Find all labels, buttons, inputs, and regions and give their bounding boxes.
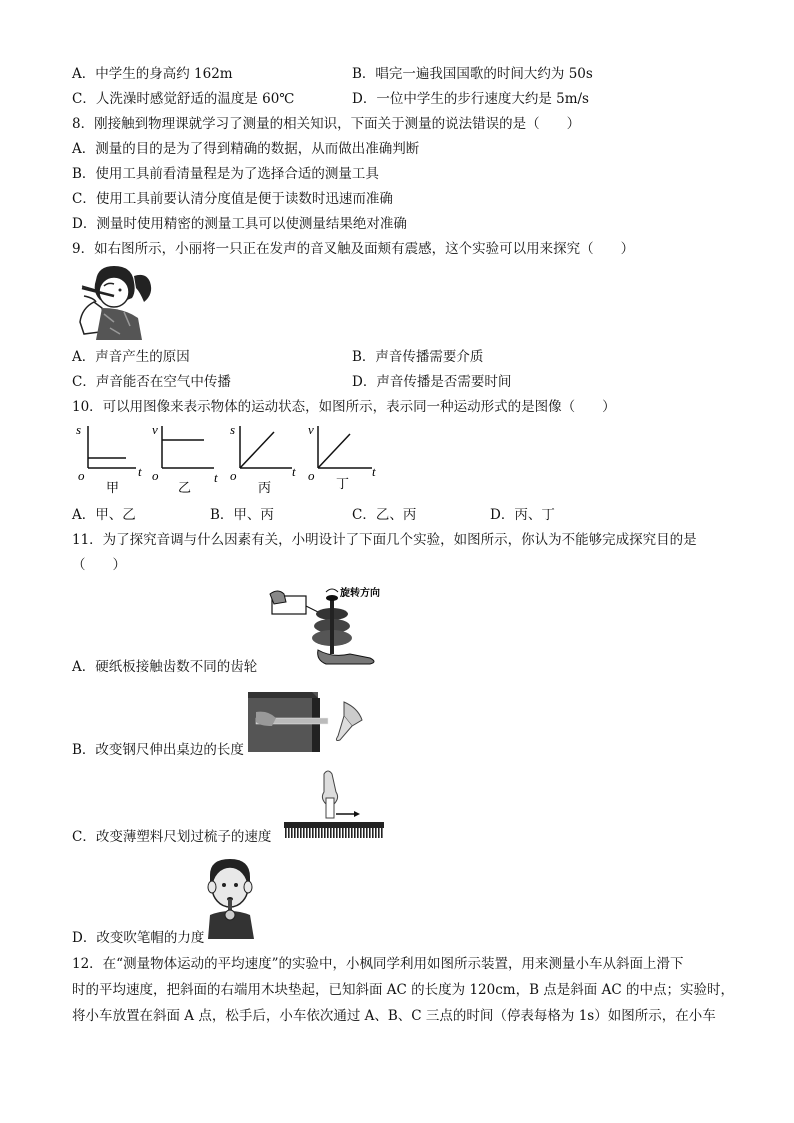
graph-bing-ylabel: s (230, 422, 236, 437)
boy-pen-cap-figure (200, 855, 262, 939)
ruler-table-figure (248, 692, 372, 752)
motion-graphs-figure (74, 420, 384, 500)
graph-yi-xlabel: t (214, 470, 218, 485)
graph-jia (76, 422, 142, 495)
q7-option-c: C．人洗澡时感觉舒适的温度是 60℃ (72, 91, 295, 107)
graph-yi (152, 422, 218, 495)
graph-ding-name: 丁 (336, 476, 350, 491)
q11-option-d: D．改变吹笔帽的力度 (72, 930, 205, 946)
q7-option-b: B．唱完一遍我国国歌的时间大约为 50s (352, 66, 593, 82)
graph-ding-origin: o (308, 468, 315, 483)
q8-option-c: C．使用工具前要认清分度值是便于读数时迅速而准确 (72, 191, 393, 207)
graph-yi-ylabel: v (152, 422, 158, 437)
q11-bracket: （ ） (72, 557, 126, 573)
q10-stem: 10．可以用图像来表示物体的运动状态，如图所示，表示同一种运动形式的是图像（ ） (72, 399, 616, 415)
comb-figure (282, 768, 388, 842)
q8-option-d: D．测量时使用精密的测量工具可以使测量结果绝对准确 (72, 216, 407, 232)
q12-line-2: 时的平均速度，把斜面的右端用木块垫起，已知斜面 AC 的长度为 120cm，B 点是斜面 AC 的中点；实验时， (72, 982, 734, 998)
q12-line-3: 将小车放置在斜面 A 点，松手后，小车依次通过 A、B、C 三点的时间（停表每格为 1s）如图所示，在小车 (72, 1008, 716, 1024)
graph-jia-origin: o (78, 468, 85, 483)
girl-tuning-fork-figure (74, 262, 164, 342)
graph-bing-origin: o (230, 468, 237, 483)
q10-option-b: B．甲、丙 (210, 507, 274, 523)
q8-option-b: B．使用工具前看清量程是为了选择合适的测量工具 (72, 166, 379, 182)
graph-bing (230, 422, 296, 495)
graph-bing-xlabel: t (292, 464, 296, 479)
graph-yi-origin: o (152, 468, 159, 483)
q9-stem: 9．如右图所示，小丽将一只正在发声的音叉触及面颊有震感，这个实验可以用来探究（ ） (72, 241, 635, 257)
graph-ding (308, 422, 376, 491)
graph-yi-name: 乙 (178, 480, 192, 495)
q10-option-c: C．乙、丙 (352, 507, 417, 523)
q11-option-b: B．改变钢尺伸出桌边的长度 (72, 742, 244, 758)
graph-jia-name: 甲 (106, 480, 120, 495)
q9-option-b: B．声音传播需要介质 (352, 349, 484, 365)
q7-option-d: D．一位中学生的步行速度大约是 5m/s (352, 91, 589, 107)
q9-option-a: A．声音产生的原因 (72, 349, 190, 365)
gear-experiment-figure (266, 584, 388, 666)
q7-option-a: A．中学生的身高约 162m (72, 66, 233, 82)
graph-bing-name: 丙 (258, 480, 272, 495)
q10-option-a: A．甲、乙 (72, 507, 136, 523)
graph-ding-xlabel: t (372, 464, 376, 479)
graph-jia-xlabel: t (138, 464, 142, 479)
q12-line-1: 12．在“测量物体运动的平均速度”的实验中，小枫同学利用如图所示装置，用来测量小车从斜面上滑下 (72, 956, 684, 972)
q11-stem: 11．为了探究音调与什么因素有关，小明设计了下面几个实验，如图所示，你认为不能够完成探究目的是 (72, 532, 697, 548)
q11-option-c: C．改变薄塑料尺划过梳子的速度 (72, 829, 272, 845)
graph-jia-ylabel: s (76, 422, 82, 437)
q10-option-d: D．丙、丁 (490, 507, 555, 523)
q8-stem: 8．刚接触到物理课就学习了测量的相关知识，下面关于测量的说法错误的是（ ） (72, 116, 581, 132)
q11-option-a: A．硬纸板接触齿数不同的齿轮 (72, 659, 258, 675)
q9-option-d: D．声音传播是否需要时间 (352, 374, 512, 390)
q8-option-a: A．测量的目的是为了得到精确的数据，从而做出准确判断 (72, 141, 420, 157)
gear-rotation-label: 旋转方向 (340, 588, 380, 599)
graph-ding-ylabel: v (308, 422, 314, 437)
q9-option-c: C．声音能否在空气中传播 (72, 374, 231, 390)
